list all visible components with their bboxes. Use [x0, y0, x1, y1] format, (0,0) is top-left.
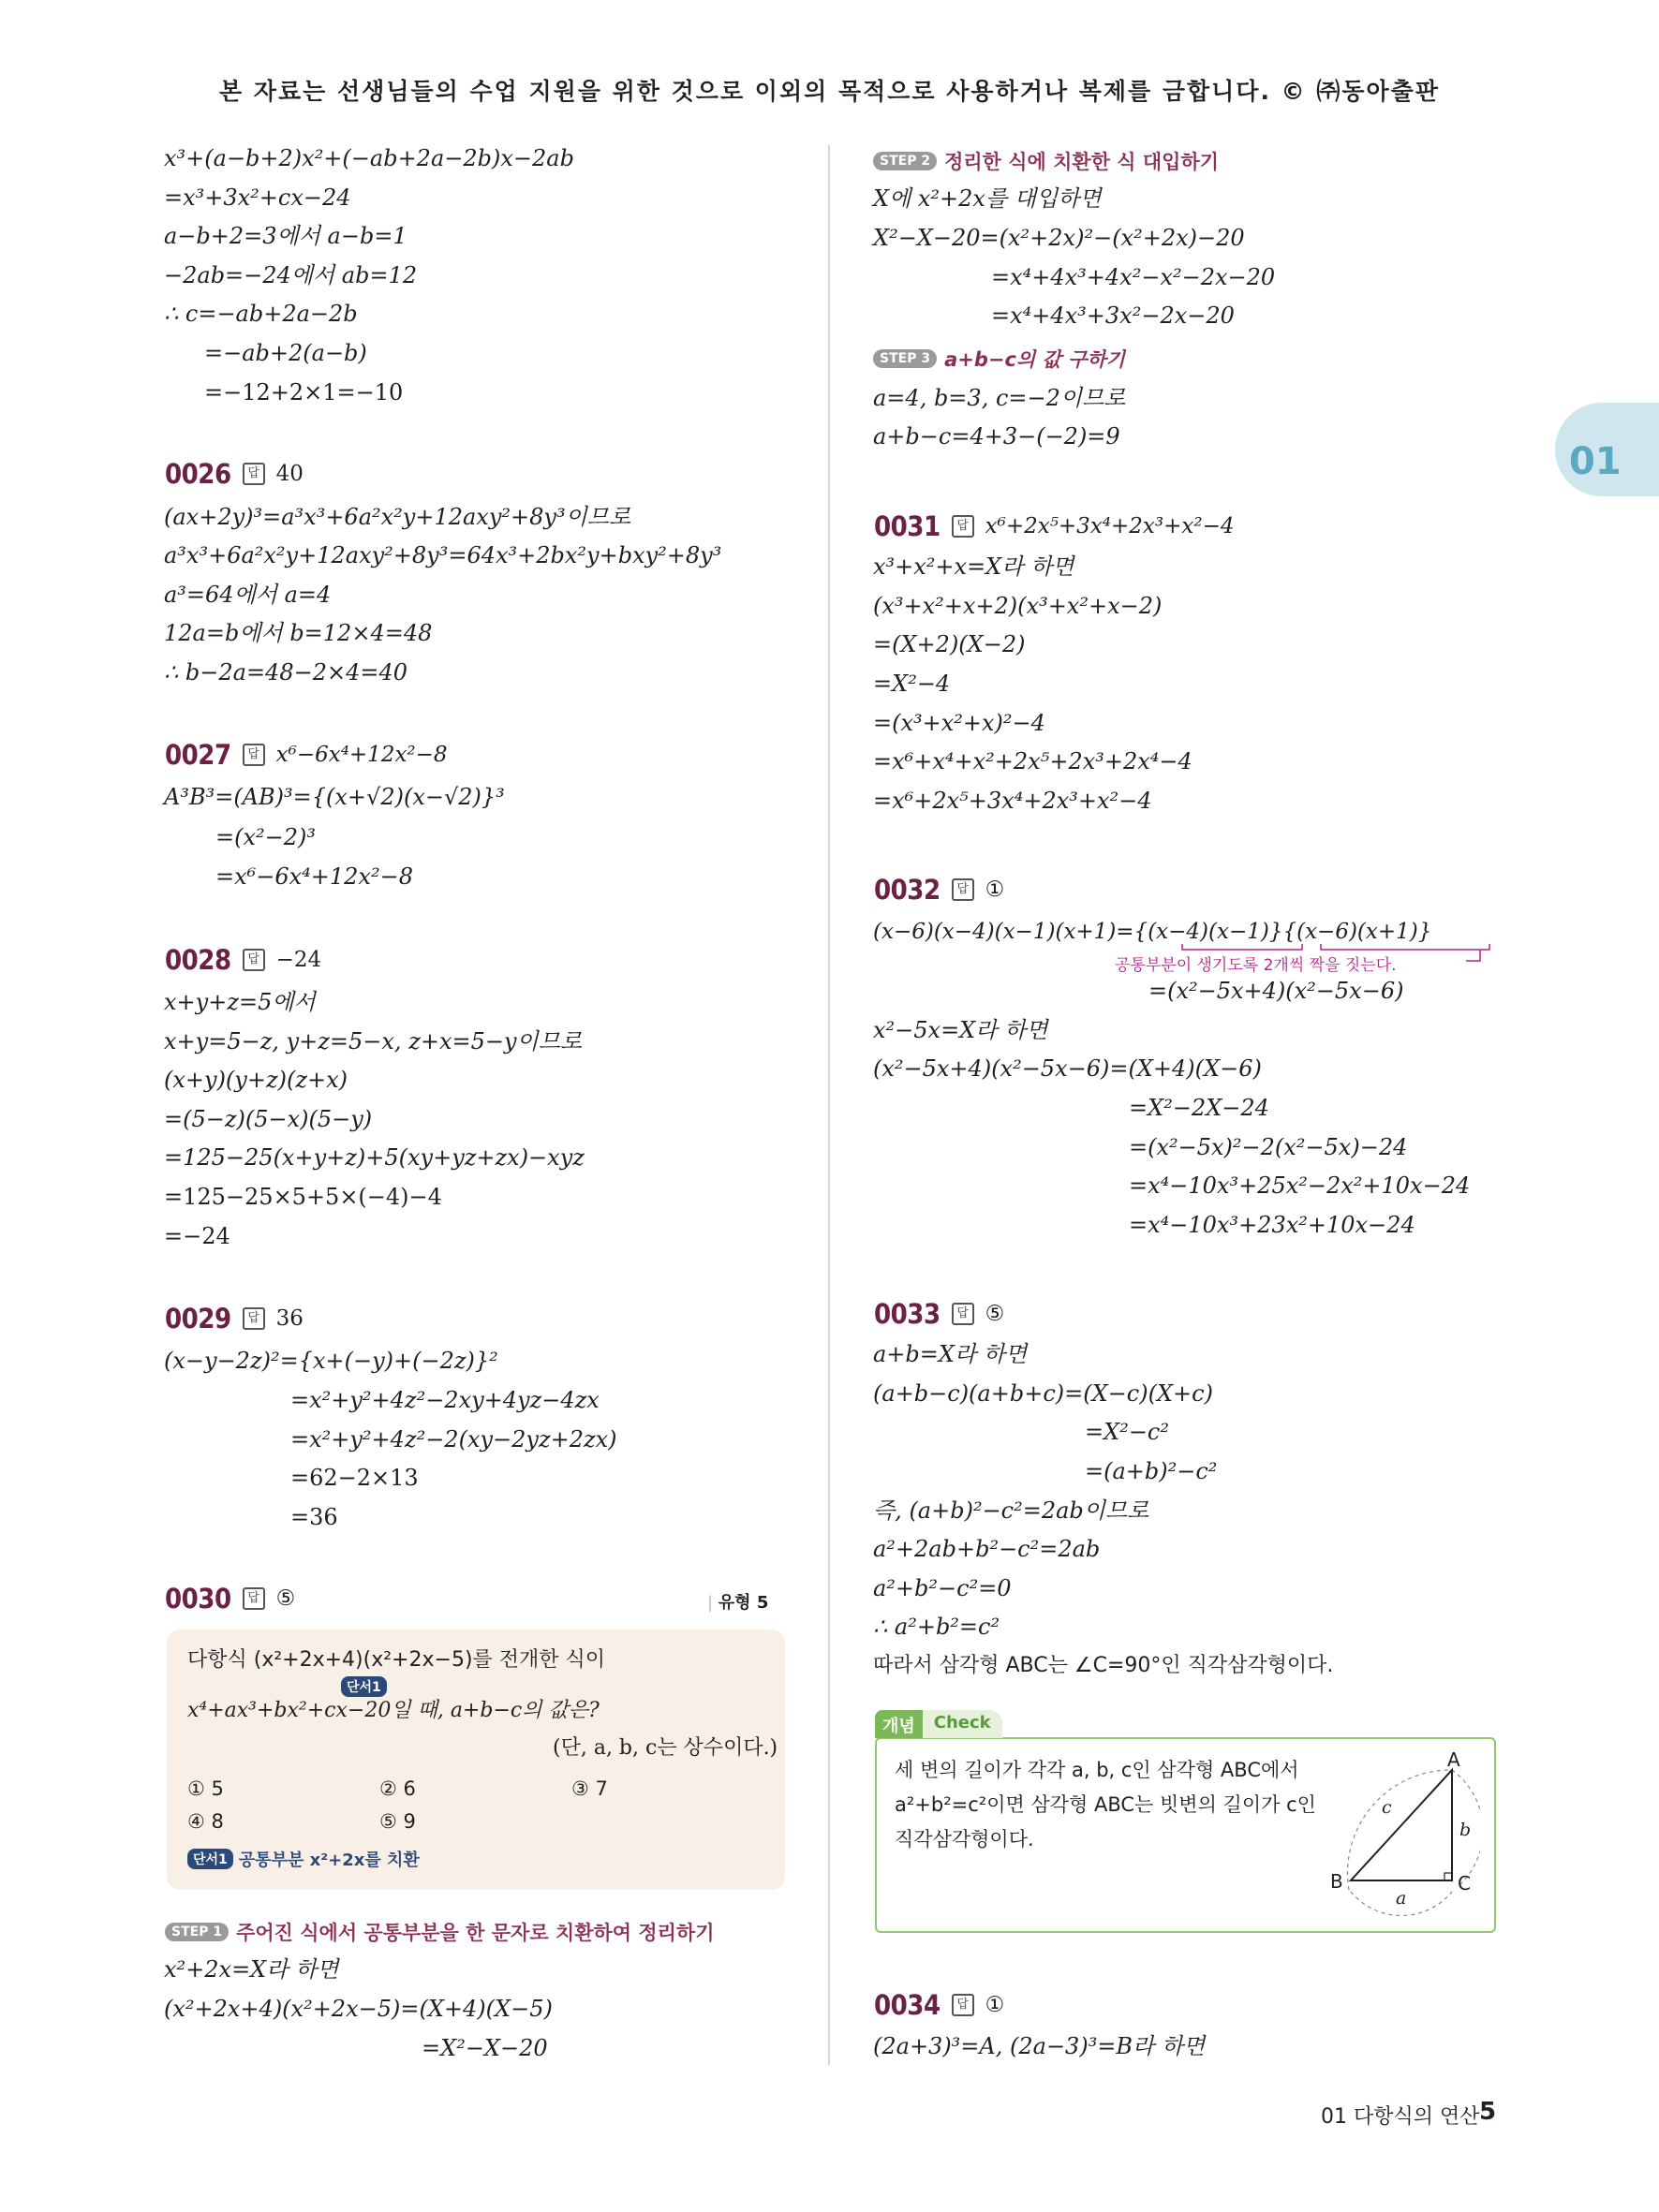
right-angle-mark [1444, 1873, 1452, 1880]
intro-line: −2ab=−24에서 ab=12 [164, 262, 418, 288]
solution-line: =(x²−2)³ [215, 824, 316, 850]
solution-line: a²+b²−c²=0 [873, 1575, 1012, 1601]
solution-line: =125−25(x+y+z)+5(xy+yz+zx)−xyz [164, 1144, 585, 1171]
step-title: 주어진 식에서 공통부분을 한 문자로 치환하여 정리하기 [236, 1922, 715, 1944]
problem-number: 0031 [874, 510, 941, 542]
solution-line: (x²−5x+4)(x²−5x−6)=(X+4)(X−6) [873, 1055, 1262, 1082]
side-b-label: b [1459, 1820, 1472, 1840]
option-1[interactable]: ① 5 [187, 1777, 224, 1800]
problem-header-0029 [165, 1303, 304, 1335]
solution-line: =36 [290, 1504, 338, 1530]
problem-number: 0032 [874, 874, 941, 906]
question-line: x⁴+ax³+bx²+cx−20일 때, a+b−c의 값은? [187, 1699, 600, 1722]
solution-line: =x²+y²+4z²−2xy+4yz−4zx [290, 1387, 600, 1413]
concept-check-tab [875, 1710, 1002, 1738]
footer-chapter: 01 다항식의 연산 [1321, 2105, 1480, 2129]
solution-line: A³B³=(AB)³={(x+√2)(x−√2)}³ [164, 784, 505, 810]
solution-line: =x⁴−10x³+23x²+10x−24 [1129, 1212, 1415, 1238]
check-line: a²+b²=c²이면 삼각형 ABC는 빗변의 길이가 c인 [895, 1793, 1316, 1816]
right-triangle-diagram [1321, 1749, 1480, 1923]
question-line: 다항식 (x²+2x+4)(x²+2x−5)를 전개한 식이 [187, 1648, 606, 1672]
hint-badge: 단서1 [341, 1676, 387, 1697]
intro-line: a−b+2=3에서 a−b=1 [164, 223, 407, 249]
vertex-a-label: A [1447, 1749, 1460, 1771]
intro-line: =−12+2×1=−10 [204, 379, 404, 406]
solution-line: (ax+2y)³=a³x³+6a²x²y+12axy²+8y³이므로 [164, 504, 631, 530]
step-badge: STEP 1 [165, 1923, 229, 1941]
answer-icon: 답 [243, 463, 265, 485]
problem-number: 0026 [165, 458, 231, 490]
option-5[interactable]: ⑤ 9 [379, 1810, 416, 1833]
problem-number: 0033 [874, 1298, 941, 1330]
solution-line: a³x³+6a²x²y+12axy²+8y³=64x³+2bx²y+bxy²+8y³ [164, 542, 722, 568]
solution-line: =(a+b)²−c² [1085, 1458, 1218, 1484]
answer-icon: 답 [952, 878, 974, 901]
solution-line: ∴ b−2a=48−2×4=40 [164, 659, 408, 686]
option-3[interactable]: ③ 7 [571, 1777, 608, 1800]
type-label: | 유형 5 [707, 1593, 769, 1613]
step1-heading [165, 1918, 715, 1946]
answer-icon: 답 [952, 1994, 974, 2016]
answer-icon: 답 [243, 949, 265, 971]
solution-line: (x−y−2z)²={x+(−y)+(−2z)}² [164, 1348, 498, 1374]
hint-line [187, 1847, 420, 1871]
solution-line: 즉, (a+b)²−c²=2ab이므로 [873, 1497, 1149, 1524]
solution-line: =x⁴−10x³+25x²−2x²+10x−24 [1129, 1172, 1471, 1199]
problem-answer: 36 [275, 1306, 304, 1331]
solution-line: x²+2x=X라 하면 [164, 1956, 339, 1983]
solution-line: =(x²−5x)²−2(x²−5x)−24 [1129, 1134, 1408, 1160]
solution-line: =x⁴+4x³+3x²−2x−20 [991, 302, 1235, 329]
intro-line: =x³+3x²+cx−24 [164, 184, 351, 211]
solution-line: X에 x²+2x를 대입하면 [873, 185, 1102, 212]
problem-number: 0030 [165, 1583, 231, 1615]
solution-line: =X²−2X−24 [1129, 1095, 1269, 1121]
option-2[interactable]: ② 6 [379, 1777, 416, 1800]
answer-icon: 답 [243, 744, 265, 766]
solution-line: =−24 [164, 1223, 230, 1249]
problem-number: 0027 [165, 739, 231, 771]
check-line: 직각삼각형이다. [895, 1828, 1034, 1851]
intro-line: =−ab+2(a−b) [204, 340, 367, 366]
page-number: 5 [1479, 2098, 1497, 2126]
solution-line: =x²+y²+4z²−2(xy−2yz+2zx) [290, 1426, 617, 1453]
vertex-c-label: C [1458, 1872, 1471, 1895]
solution-line: 따라서 삼각형 ABC는 ∠C=90°인 직각삼각형이다. [873, 1654, 1334, 1677]
problem-answer: x⁶+2x⁵+3x⁴+2x³+x²−4 [985, 514, 1235, 538]
problem-header-0034 [874, 1989, 1004, 2021]
chapter-side-tab-label: 01 [1569, 440, 1622, 483]
problem-header-0027 [165, 739, 448, 771]
problem-answer: ⑤ [275, 1586, 296, 1611]
problem-header-0031 [874, 510, 1234, 542]
solution-line: (x−6)(x−4)(x−1)(x+1)={(x−4)(x−1)}{(x−6)(x+1)} [873, 920, 1432, 944]
solution-line: =x⁶−6x⁴+12x²−8 [215, 863, 413, 890]
solution-line: =X²−4 [873, 671, 951, 697]
intro-line: ∴ c=−ab+2a−2b [164, 301, 358, 327]
solution-line: =x⁶+2x⁵+3x⁴+2x³+x²−4 [873, 788, 1152, 814]
answer-icon: 답 [243, 1587, 265, 1610]
answer-icon: 답 [952, 1303, 974, 1325]
solution-line: (x³+x²+x+2)(x³+x²+x−2) [873, 593, 1163, 619]
hint-text: 공통부분 x²+2x를 치환 [238, 1851, 420, 1870]
step-badge: STEP 2 [873, 152, 937, 170]
option-4[interactable]: ④ 8 [187, 1810, 224, 1833]
solution-line: x+y=5−z, y+z=5−x, z+x=5−y이므로 [164, 1028, 583, 1054]
solution-line: =62−2×13 [290, 1465, 419, 1491]
solution-line: X²−X−20=(x²+2x)²−(x²+2x)−20 [873, 225, 1245, 251]
step3-heading [873, 345, 1125, 373]
solution-line: (x²+2x+4)(x²+2x−5)=(X+4)(X−5) [164, 1996, 553, 2022]
vertex-b-label: B [1330, 1870, 1343, 1893]
solution-line: (a+b−c)(a+b+c)=(X−c)(X+c) [873, 1380, 1213, 1407]
problem-number: 0034 [874, 1989, 941, 2021]
solution-line: a²+2ab+b²−c²=2ab [873, 1536, 1101, 1562]
solution-line: a+b−c=4+3−(−2)=9 [873, 423, 1120, 450]
solution-line: =125−25×5+5×(−4)−4 [164, 1184, 442, 1210]
side-c-label: c [1382, 1797, 1392, 1818]
solution-line: a=4, b=3, c=−2이므로 [873, 385, 1126, 411]
copyright-notice: 본 자료는 선생님들의 수업 지원을 위한 것으로 이외의 목적으로 사용하거나 복제를 금합니다. © ㈜동아출판 [219, 78, 1440, 105]
answer-icon: 답 [952, 515, 974, 538]
check-tab-label: 개념 [875, 1710, 923, 1738]
problem-header-0026 [165, 458, 304, 490]
solution-line: x³+x²+x=X라 하면 [873, 553, 1074, 580]
problem-header-0030 [165, 1583, 295, 1615]
solution-line: =X²−c² [1085, 1419, 1169, 1445]
intro-line: x³+(a−b+2)x²+(−ab+2a−2b)x−2ab [164, 145, 574, 171]
question-condition: (단, a, b, c는 상수이다.) [553, 1736, 778, 1760]
solution-line: =X²−X−20 [422, 2035, 548, 2061]
problem-answer: ⑤ [985, 1302, 1005, 1326]
solution-line: =x⁴+4x³+4x²−x²−2x−20 [991, 264, 1276, 290]
step-title: a+b−c의 값 구하기 [944, 348, 1125, 371]
solution-line: =(x³+x²+x)²−4 [873, 710, 1045, 736]
column-divider [828, 145, 830, 2065]
solution-line: ∴ a²+b²=c² [873, 1614, 1000, 1640]
problem-answer: 40 [275, 462, 304, 486]
solution-line: =(X+2)(X−2) [873, 631, 1026, 657]
problem-answer: x⁶−6x⁴+12x²−8 [275, 743, 448, 767]
step-title: 정리한 식에 치환한 식 대입하기 [944, 151, 1220, 173]
solution-line: (x+y)(y+z)(z+x) [164, 1067, 348, 1093]
problem-answer: ① [985, 1993, 1005, 2017]
check-tab-label: Check [923, 1710, 1002, 1738]
step-badge: STEP 3 [873, 349, 937, 368]
check-line: 세 변의 길이가 각각 a, b, c인 삼각형 ABC에서 [895, 1759, 1299, 1781]
problem-answer: −24 [275, 948, 322, 972]
answer-icon: 답 [243, 1307, 265, 1330]
problem-header-0032 [874, 874, 1004, 906]
hint-badge: 단서1 [187, 1849, 233, 1869]
problem-number: 0028 [165, 944, 231, 976]
problem-answer: ① [985, 877, 1005, 902]
solution-line: (2a+3)³=A, (2a−3)³=B라 하면 [873, 2033, 1206, 2059]
side-a-label: a [1396, 1888, 1407, 1909]
pairing-annotation: 공통부분이 생기도록 2개씩 짝을 짓는다. [1115, 956, 1397, 975]
solution-line: a+b=X라 하면 [873, 1341, 1028, 1367]
solution-line: =(5−z)(5−x)(5−y) [164, 1106, 373, 1132]
solution-line: x+y+z=5에서 [164, 989, 316, 1015]
solution-line: =x⁶+x⁴+x²+2x⁵+2x³+2x⁴−4 [873, 748, 1192, 774]
solution-line: x²−5x=X라 하면 [873, 1017, 1048, 1043]
solution-line: 12a=b에서 b=12×4=48 [164, 620, 433, 646]
step2-heading [873, 147, 1219, 175]
problem-number: 0029 [165, 1303, 231, 1335]
solution-line: =(x²−5x+4)(x²−5x−6) [1148, 978, 1404, 1004]
problem-header-0033 [874, 1298, 1004, 1330]
solution-line: a³=64에서 a=4 [164, 582, 332, 608]
triangle [1351, 1770, 1452, 1880]
problem-header-0028 [165, 944, 321, 976]
